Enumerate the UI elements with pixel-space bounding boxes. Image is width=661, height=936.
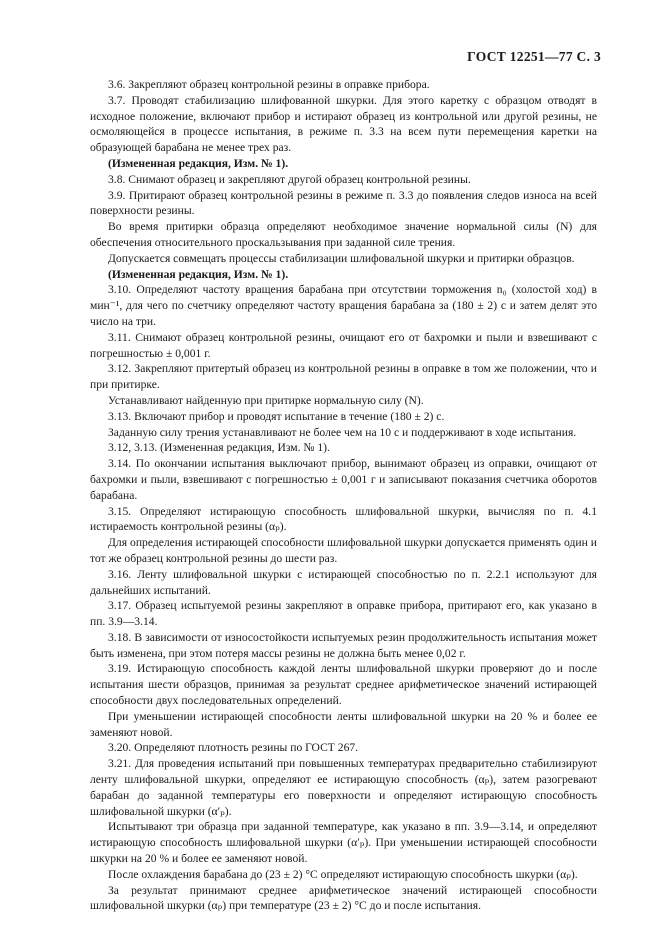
paragraph: 3.8. Снимают образец и закрепляют другой образец контрольной резины. [108, 172, 471, 186]
paragraph: 3.14. По окончании испытания выключают прибор, вынимают образец из оправки, очищают от бахромки и пыли, взвешивают с погрешностью ± 0,001 г и записывают показания счетчика оборотов барабана. [90, 457, 597, 502]
paragraph: 3.16. Ленту шлифовальной шкурки с истирающей способностью по п. 2.2.1 используют для дальнейших испытаний. [90, 567, 597, 597]
paragraph: 3.17. Образец испытуемой резины закрепляют в оправке прибора, притирают его, как указано в пп. 3.9—3.14. [90, 599, 597, 629]
paragraph: (Измененная редакция, Изм. № 1). [108, 156, 289, 170]
paragraph: Во время притирки образца определяют необходимое значение нормальной силы (N) для обеспечения относительного проскальзывания при заданной силе трения. [90, 220, 597, 249]
paragraph: При уменьшении истирающей способности ленты шлифовальной шкурки на 20 % и более ее заменяют новой. [90, 709, 597, 739]
paragraph: Заданную силу трения устанавливают не более чем на 10 с и поддерживают в ходе испытания. [108, 425, 577, 439]
paragraph: 3.21. Для проведения испытаний при повышенных температурах предварительно стабилизируют ленту шлифовальной шкурки, определяют ее истирающую способность (αₚ), затем разогревают барабан до заданной температуры его поверхности и определяют истирающую способность шлифовальной шкурки (α′ₚ). [90, 757, 597, 818]
paragraph: 3.12. Закрепляют притертый образец из контрольной резины в оправке в том же положении, что и при притирке. [90, 362, 597, 392]
paragraph: (Измененная редакция, Изм. № 1). [108, 267, 289, 281]
page-header: ГОСТ 12251—77 С. 3 [467, 49, 601, 64]
document-body [90, 77, 597, 914]
paragraph: 3.12, 3.13. (Измененная редакция, Изм. № 1). [108, 441, 330, 455]
paragraph: После охлаждения барабана до (23 ± 2) °С определяют истирающую способность шкурки (αₚ). [108, 867, 578, 881]
paragraph: 3.9. Притирают образец контрольной резины в режиме п. 3.3 до появления следов износа на всей поверхности резины. [90, 188, 597, 218]
paragraph: Устанавливают найденную при притирке нормальную силу (N). [108, 393, 424, 407]
paragraph: 3.15. Определяют истирающую способность шлифовальной шкурки, вычисляя по п. 4.1 истираемость контрольной резины (αₚ). [90, 504, 597, 534]
paragraph: 3.20. Определяют плотность резины по ГОСТ 267. [108, 741, 359, 755]
paragraph: 3.10. Определяют частоту вращения барабана при отсутствии торможения n₀ (холостой ход) в мин⁻¹, для чего по счетчику определяют частоту вращения барабана за (180 ± 2) с и затем делят это число на три. [90, 283, 597, 328]
paragraph: 3.18. В зависимости от износостойкости испытуемых резин продолжительность испытания может быть изменена, при этом потеря массы резины не должна быть менее 0,02 г. [90, 630, 597, 660]
paragraph: За результат принимают среднее арифметическое значений истирающей способности шлифовальной шкурки (αₚ) при температуре (23 ± 2) °С до и после испытания. [90, 883, 597, 913]
paragraph: Допускается совмещать процессы стабилизации шлифовальной шкурки и притирки образцов. [108, 251, 575, 265]
paragraph: 3.19. Истирающую способность каждой ленты шлифовальной шкурки проверяют до и после испытания шести образцов, принимая за результат среднее арифметическое значений истирающей способности двух последовательных определений. [90, 662, 597, 708]
paragraph: 3.7. Проводят стабилизацию шлифованной шкурки. Для этого каретку с образцом отводят в исходное положение, включают прибор и истирают образец из контрольной или другой резины, не осмоляющейся в процессе испытания, в режиме п. 3.3 на всем пути перемещения каретки на образующей барабана не менее трех раз. [90, 93, 597, 155]
paragraph: Для определения истирающей способности шлифовальной шкурки допускается применять один и тот же образец контрольной резины до шести раз. [90, 536, 597, 565]
paragraph: 3.6. Закрепляют образец контрольной резины в оправке прибора. [108, 78, 430, 91]
paragraph: 3.13. Включают прибор и проводят испытание в течение (180 ± 2) с. [108, 409, 445, 423]
paragraph: Испытывают три образца при заданной температуре, как указано в пп. 3.9—3.14, и определяют истирающую способность шлифовальной шкурки (α′ₚ). При уменьшении истирающей способности шкурки на 20 % и более ее заменяют новой. [90, 820, 597, 866]
paragraph: 3.11. Снимают образец контрольной резины, очищают его от бахромки и пыли и взвешивают с погрешностью ± 0,001 г. [90, 330, 597, 360]
